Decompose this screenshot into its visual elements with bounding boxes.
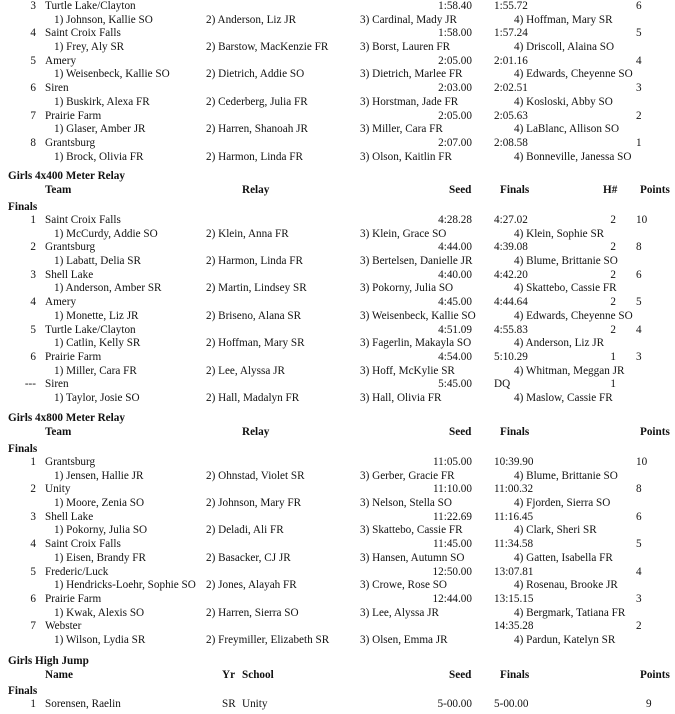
runner-1: 1) Kwak, Alexis SO	[54, 606, 145, 619]
final-time: DQ	[494, 378, 511, 391]
event-title	[0, 412, 675, 425]
team-name: Prairie Farm	[45, 593, 102, 605]
final-time: 4:55.83	[494, 323, 528, 336]
team-row	[0, 483, 675, 496]
final-time: 4:39.08	[494, 241, 528, 254]
points: 8	[636, 483, 642, 496]
final-time: 10:39.90	[494, 456, 534, 468]
header-name: Name	[45, 669, 73, 681]
section-label	[0, 685, 675, 698]
runner-4: 4) Whitman, Meggan JR	[514, 364, 625, 377]
heat-number: 1	[610, 351, 616, 363]
runner-4: 4) Bergmark, Tatiana FR	[514, 606, 626, 619]
runner-1: 1) Buskirk, Alexa FR	[54, 95, 150, 108]
team-row	[0, 27, 675, 40]
points: 5	[636, 538, 642, 551]
heat-number: 2	[610, 323, 616, 336]
runner-4: 4) Clark, Sheri SR	[514, 524, 597, 537]
runner-1: 1) Glaser, Amber JR	[54, 123, 146, 136]
final-time: 5:10.29	[494, 351, 528, 363]
team-row	[0, 538, 675, 551]
team-name: Prairie Farm	[45, 109, 102, 122]
team-name: Grantsburg	[45, 137, 96, 149]
section-finals: Finals	[8, 685, 38, 697]
runner-2: 2) Hall, Madalyn FR	[206, 391, 300, 404]
final-time: 2:05.63	[494, 109, 528, 122]
team-name: Grantsburg	[45, 241, 96, 254]
heat-number: 2	[610, 268, 616, 281]
team-name: Webster	[45, 620, 82, 633]
final-time: 4:44.64	[494, 296, 528, 309]
points: 4	[636, 54, 642, 67]
team-row	[0, 296, 675, 309]
runners-row	[0, 96, 675, 109]
runner-3: 3) Horstman, Jade FR	[360, 95, 459, 108]
seed-time: 2:05.00	[438, 109, 472, 122]
runner-2: 2) Johnson, Mary FR	[206, 496, 302, 509]
runner-3: 3) Cardinal, Mady JR	[360, 13, 457, 26]
runner-1: 1) Jensen, Hallie JR	[54, 469, 144, 482]
runner-1: 1) Monette, Liz JR	[54, 309, 139, 322]
team-row	[0, 378, 675, 391]
event-title: Girls High Jump	[8, 655, 89, 667]
place: 2	[30, 483, 36, 496]
points: 9	[646, 698, 652, 710]
runner-1: 1) Wilson, Lydia SR	[54, 633, 146, 646]
final-time: 11:00.32	[494, 483, 534, 496]
header-points: Points	[640, 669, 670, 681]
runner-3: 3) Bertelsen, Danielle JR	[360, 254, 473, 267]
event-title: Girls 4x400 Meter Relay	[8, 170, 125, 182]
team-name: Amery	[45, 54, 77, 67]
runner-2: 2) Deladi, Ali FR	[206, 524, 284, 537]
points: 6	[636, 510, 642, 523]
runners-row	[0, 634, 675, 647]
runner-2: 2) Harmon, Linda FR	[206, 254, 303, 267]
runner-3: 3) Klein, Grace SO	[360, 227, 447, 240]
runner-3: 3) Dietrich, Marlee FR	[360, 68, 463, 81]
runner-4: 4) Gatten, Isabella FR	[514, 551, 613, 564]
runners-row	[0, 282, 675, 295]
seed-time: 2:03.00	[438, 82, 472, 95]
runner-1: 1) Pokorny, Julia SO	[54, 524, 148, 537]
points: 3	[636, 593, 642, 605]
final-time: 4:42.20	[494, 268, 528, 281]
runner-3: 3) Weisenbeck, Kallie SO	[360, 309, 476, 322]
heat-number: 2	[610, 296, 616, 309]
points: 5	[636, 27, 642, 40]
team-name: Siren	[45, 378, 69, 391]
team-name: Frederic/Luck	[45, 565, 109, 578]
column-headers	[0, 184, 675, 197]
points: 1	[636, 137, 642, 149]
final-time: 4:27.02	[494, 214, 528, 226]
final-time: 2:01.16	[494, 54, 528, 67]
points: 4	[636, 323, 642, 336]
header-team: Team	[45, 184, 72, 196]
runners-row	[0, 41, 675, 54]
header-yr: Yr	[222, 669, 236, 681]
team-row	[0, 511, 675, 524]
team-name: Shell Lake	[45, 268, 94, 281]
section-finals: Finals	[8, 443, 38, 455]
final-time: 13:07.81	[494, 565, 534, 578]
heat-number: 1	[610, 378, 616, 391]
seed-time: 2:07.00	[438, 137, 472, 149]
place: ---	[24, 378, 36, 391]
runner-1: 1) Miller, Cara FR	[54, 364, 137, 377]
heat-number: 2	[610, 241, 616, 254]
runner-3: 3) Olson, Kaitlin FR	[360, 150, 452, 163]
seed-time: 5:45.00	[438, 378, 472, 391]
final-mark: 5-00.00	[494, 698, 529, 710]
header-heat: H#	[603, 184, 618, 196]
place: 8	[30, 137, 36, 149]
team-row	[0, 0, 675, 13]
seed-time: 11:05.00	[432, 456, 472, 468]
runners-row	[0, 497, 675, 510]
runner-4: 4) Fjorden, Sierra SO	[514, 496, 611, 509]
place: 4	[30, 27, 36, 40]
points: 6	[636, 268, 642, 281]
seed-time: 4:51.09	[438, 323, 472, 336]
place: 1	[30, 456, 36, 468]
runners-row	[0, 151, 675, 164]
team-row	[0, 241, 675, 254]
seed-time: 12:50.00	[432, 565, 472, 578]
runner-1: 1) Johnson, Kallie SO	[54, 13, 153, 26]
runner-4: 4) Blume, Brittanie SO	[514, 254, 618, 267]
team-row	[0, 214, 675, 227]
team-row	[0, 324, 675, 337]
team-name: Amery	[45, 296, 77, 309]
header-finals: Finals	[500, 426, 530, 438]
event-title	[0, 655, 675, 668]
section-finals: Finals	[8, 201, 38, 213]
runner-3: 3) Hoff, McKylie SR	[360, 364, 455, 377]
seed-time: 4:40.00	[438, 268, 472, 281]
runner-2: 2) Jones, Alayah FR	[206, 579, 297, 592]
runner-4: 4) Kosloski, Abby SO	[514, 95, 613, 108]
runners-row	[0, 524, 675, 537]
section-label	[0, 201, 675, 214]
runner-4: 4) LaBlanc, Allison SO	[514, 123, 620, 136]
seed-time: 1:58.00	[438, 27, 472, 40]
place: 3	[30, 268, 36, 281]
runners-row	[0, 310, 675, 323]
place: 4	[30, 296, 36, 309]
points: 10	[636, 456, 648, 468]
athlete-school: Unity	[242, 698, 268, 710]
runner-3: 3) Fagerlin, Makayla SO	[360, 337, 472, 350]
team-name: Saint Croix Falls	[45, 538, 121, 551]
runner-1: 1) Taylor, Josie SO	[54, 391, 140, 404]
runner-3: 3) Hall, Olivia FR	[360, 391, 442, 404]
team-row	[0, 82, 675, 95]
place: 3	[30, 0, 36, 12]
runner-2: 2) Ohnstad, Violet SR	[206, 469, 305, 482]
athlete-row	[0, 698, 675, 711]
runner-3: 3) Gerber, Gracie FR	[360, 469, 455, 482]
runner-4: 4) Bonneville, Janessa SO	[514, 150, 632, 163]
runner-4: 4) Pardun, Katelyn SR	[514, 633, 616, 646]
runner-2: 2) Dietrich, Addie SO	[206, 68, 305, 81]
seed-time: 1:58.40	[438, 0, 472, 12]
heat-number: 2	[610, 214, 616, 226]
column-headers	[0, 426, 675, 439]
runners-row	[0, 255, 675, 268]
runner-2: 2) Hoffman, Mary SR	[206, 337, 305, 350]
header-relay: Relay	[242, 426, 270, 438]
seed-time: 11:10.00	[432, 483, 472, 496]
place: 6	[30, 82, 36, 95]
runners-row	[0, 14, 675, 27]
runner-1: 1) Anderson, Amber SR	[54, 282, 162, 295]
points: 6	[636, 0, 642, 12]
runner-4: 4) Edwards, Cheyenne SO	[514, 68, 633, 81]
runner-1: 1) Eisen, Brandy FR	[54, 551, 146, 564]
runners-row	[0, 552, 675, 565]
section-label	[0, 443, 675, 456]
header-seed: Seed	[449, 426, 472, 438]
header-team: Team	[45, 426, 72, 438]
header-points: Points	[640, 184, 670, 196]
runners-row	[0, 228, 675, 241]
final-time: 1:55.72	[494, 0, 528, 12]
runner-1: 1) Hendricks-Loehr, Sophie SO	[54, 579, 196, 592]
runner-4: 4) Anderson, Liz JR	[514, 337, 605, 350]
points: 8	[636, 241, 642, 254]
header-finals: Finals	[500, 669, 530, 681]
runner-3: 3) Borst, Lauren FR	[360, 40, 451, 53]
final-time: 13:15.15	[494, 593, 534, 605]
team-row	[0, 593, 675, 606]
place: 6	[30, 593, 36, 605]
team-row	[0, 137, 675, 150]
team-row	[0, 110, 675, 123]
header-seed: Seed	[449, 184, 472, 196]
runner-1: 1) Weisenbeck, Kallie SO	[54, 68, 170, 81]
team-row	[0, 566, 675, 579]
final-time: 14:35.28	[494, 620, 534, 633]
runners-row	[0, 123, 675, 136]
team-name: Saint Croix Falls	[45, 214, 121, 226]
team-row	[0, 269, 675, 282]
runners-row	[0, 365, 675, 378]
points: 2	[636, 109, 642, 122]
final-time: 1:57.24	[494, 27, 528, 40]
runner-3: 3) Hansen, Autumn SO	[360, 551, 465, 564]
place: 7	[30, 109, 36, 122]
runner-4: 4) Klein, Sophie SR	[514, 227, 605, 240]
team-name: Turtle Lake/Clayton	[45, 0, 136, 12]
place: 1	[30, 698, 36, 710]
team-row	[0, 620, 675, 633]
header-seed: Seed	[449, 669, 472, 681]
runners-row	[0, 68, 675, 81]
runner-3: 3) Nelson, Stella SO	[360, 496, 452, 509]
runner-2: 2) Basacker, CJ JR	[206, 551, 291, 564]
team-name: Grantsburg	[45, 456, 96, 468]
runner-4: 4) Blume, Brittanie SO	[514, 469, 618, 482]
team-row	[0, 351, 675, 364]
runner-4: 4) Driscoll, Alaina SO	[514, 40, 615, 53]
place: 5	[30, 323, 36, 336]
place: 1	[30, 214, 36, 226]
runner-1: 1) Frey, Aly SR	[54, 40, 125, 53]
points: 2	[636, 620, 642, 633]
runner-4: 4) Skattebo, Cassie FR	[514, 282, 617, 295]
runner-3: 3) Olsen, Emma JR	[360, 633, 448, 646]
points: 3	[636, 82, 642, 95]
runners-row	[0, 470, 675, 483]
header-relay: Relay	[242, 184, 270, 196]
points: 10	[636, 214, 648, 226]
runner-2: 2) Harmon, Linda FR	[206, 150, 303, 163]
seed-time: 11:22.69	[432, 510, 472, 523]
runner-4: 4) Maslow, Cassie FR	[514, 391, 613, 404]
runner-4: 4) Hoffman, Mary SR	[514, 13, 613, 26]
runner-3: 3) Miller, Cara FR	[360, 123, 443, 136]
athlete-year: SR	[222, 698, 236, 710]
points: 3	[636, 351, 642, 363]
runner-2: 2) Harren, Shanoah JR	[206, 123, 308, 136]
runner-1: 1) Labatt, Delia SR	[54, 254, 141, 267]
team-row	[0, 55, 675, 68]
final-time: 11:16.45	[494, 510, 534, 523]
runner-4: 4) Edwards, Cheyenne SO	[514, 309, 633, 322]
header-points: Points	[640, 426, 670, 438]
team-name: Shell Lake	[45, 510, 94, 523]
seed-time: 4:44.00	[438, 241, 472, 254]
runners-row	[0, 392, 675, 405]
runner-2: 2) Freymiller, Elizabeth SR	[206, 633, 330, 646]
team-name: Turtle Lake/Clayton	[45, 323, 136, 336]
seed-time: 11:45.00	[432, 538, 472, 551]
place: 5	[30, 565, 36, 578]
seed-time: 4:45.00	[438, 296, 472, 309]
runner-3: 3) Crowe, Rose SO	[360, 579, 448, 592]
runner-3: 3) Skattebo, Cassie FR	[360, 524, 463, 537]
runner-1: 1) Catlin, Kelly SR	[54, 337, 141, 350]
runner-1: 1) Brock, Olivia FR	[54, 150, 144, 163]
points: 5	[636, 296, 642, 309]
place: 5	[30, 54, 36, 67]
runner-3: 3) Pokorny, Julia SO	[360, 282, 454, 295]
team-name: Siren	[45, 82, 69, 95]
runner-2: 2) Lee, Alyssa JR	[206, 364, 285, 377]
seed-time: 4:28.28	[438, 214, 472, 226]
place: 2	[30, 241, 36, 254]
place: 7	[30, 620, 36, 633]
place: 3	[30, 510, 36, 523]
header-finals: Finals	[500, 184, 530, 196]
event-title: Girls 4x800 Meter Relay	[8, 412, 125, 424]
runners-row	[0, 337, 675, 350]
seed-time: 4:54.00	[438, 351, 472, 363]
team-name: Saint Croix Falls	[45, 27, 121, 40]
header-school: School	[242, 669, 274, 681]
runner-2: 2) Briseno, Alana SR	[206, 309, 302, 322]
final-time: 2:02.51	[494, 82, 528, 95]
runner-2: 2) Harren, Sierra SO	[206, 606, 299, 619]
runner-2: 2) Barstow, MacKenzie FR	[206, 40, 329, 53]
final-time: 11:34.58	[494, 538, 534, 551]
runner-1: 1) Moore, Zenia SO	[54, 496, 145, 509]
seed-time: 12:44.00	[432, 593, 472, 605]
runner-4: 4) Rosenau, Brooke JR	[514, 579, 618, 592]
place: 4	[30, 538, 36, 551]
runner-2: 2) Martin, Lindsey SR	[206, 282, 307, 295]
team-name: Prairie Farm	[45, 351, 102, 363]
runners-row	[0, 579, 675, 592]
runner-2: 2) Cederberg, Julia FR	[206, 95, 308, 108]
team-name: Unity	[45, 483, 71, 496]
team-row	[0, 456, 675, 469]
seed-mark: 5-00.00	[437, 698, 472, 710]
runner-2: 2) Klein, Anna FR	[206, 227, 289, 240]
runner-1: 1) McCurdy, Addie SO	[54, 227, 158, 240]
place: 6	[30, 351, 36, 363]
athlete-name: Sorensen, Raelin	[45, 698, 121, 710]
runner-2: 2) Anderson, Liz JR	[206, 13, 297, 26]
runners-row	[0, 607, 675, 620]
seed-time: 2:05.00	[438, 54, 472, 67]
column-headers	[0, 669, 675, 682]
event-title	[0, 170, 675, 183]
final-time: 2:08.58	[494, 137, 528, 149]
runner-3: 3) Lee, Alyssa JR	[360, 606, 439, 619]
points: 4	[636, 565, 642, 578]
